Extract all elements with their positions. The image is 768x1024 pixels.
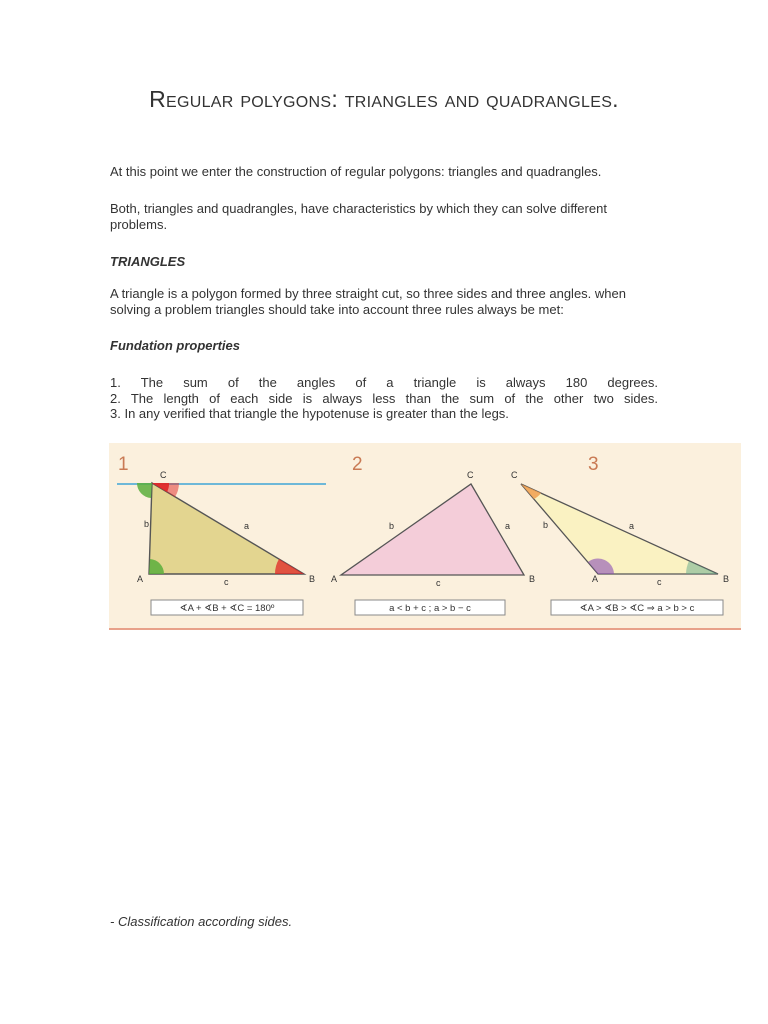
triangle-diagram <box>109 443 741 631</box>
side-label: c <box>224 577 229 587</box>
side-label: a <box>244 521 250 531</box>
side-label: b <box>389 521 395 531</box>
characteristics-paragraph: Both, triangles and quadrangles, have characteristics by which they can solve different problems. <box>110 201 607 232</box>
section-heading-triangles: TRIANGLES <box>110 254 186 269</box>
classification-note: - Classification according sides. <box>110 914 293 929</box>
vertex-label: C <box>511 470 518 480</box>
subheading-fundation-properties: Fundation properties <box>110 338 240 353</box>
panel-number: 1 <box>118 454 129 475</box>
definition-paragraph: A triangle is a polygon formed by three straight cut, so three sides and three angles. when solving a problem triangles should take into account three rules always be met: <box>110 286 626 317</box>
triangle-properties-figure <box>109 443 741 631</box>
vertex-label: C <box>467 470 474 480</box>
side-label: a <box>629 521 635 531</box>
formula-text: ∢A > ∢B > ∢C ⇒ a > b > c <box>579 603 695 614</box>
vertex-label: B <box>309 574 316 584</box>
page-title: Regular polygons: triangles and quadrangles. <box>149 86 619 112</box>
side-label: b <box>144 519 150 529</box>
side-label: a <box>505 521 511 531</box>
vertex-label: A <box>137 574 144 584</box>
vertex-label: B <box>529 574 536 584</box>
property-item: 1. The sum of the angles of a triangle is always 180 degrees. <box>110 375 658 390</box>
property-item: 3. In any verified that triangle the hypotenuse is greater than the legs. <box>110 406 509 421</box>
formula-text: a < b + c ; a > b − c <box>389 603 471 614</box>
properties-list <box>110 375 658 422</box>
panel-number: 2 <box>352 454 363 475</box>
vertex-label: A <box>331 574 338 584</box>
side-label: c <box>436 578 441 588</box>
vertex-label: B <box>723 574 730 584</box>
property-item: 2. The length of each side is always less than the sum of the other two sides. <box>110 390 658 406</box>
intro-paragraph: At this point we enter the construction of regular polygons: triangles and quadrangles. <box>110 164 602 179</box>
formula-text: ∢A + ∢B + ∢C = 180º <box>179 603 275 614</box>
panel-number: 3 <box>588 454 599 475</box>
vertex-label: A <box>592 574 599 584</box>
side-label: c <box>657 577 662 587</box>
side-label: b <box>543 520 549 530</box>
vertex-label: C <box>160 470 167 480</box>
